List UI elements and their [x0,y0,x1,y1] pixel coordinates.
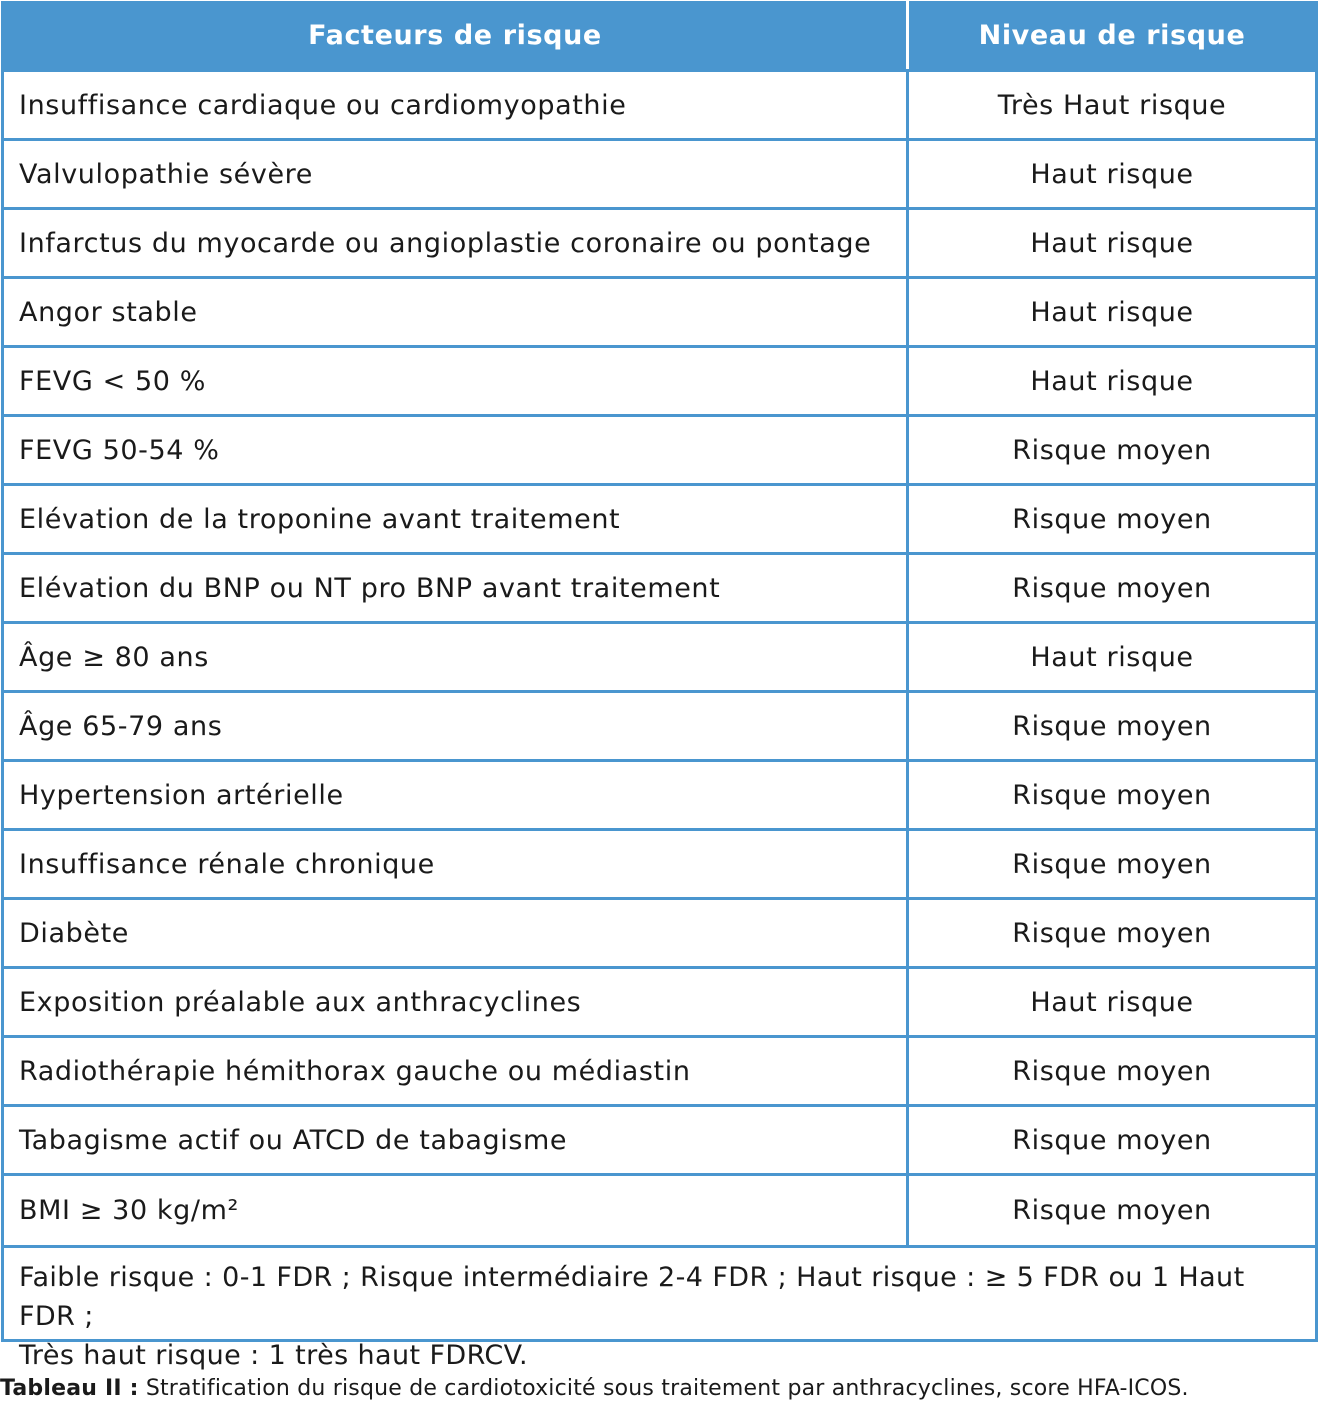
risk-factor-cell: Exposition préalable aux anthracyclines [4,969,909,1035]
table-row [4,831,1315,900]
table-row [4,624,1315,693]
header-risk-level: Niveau de risque [978,19,1246,51]
risk-level-cell: Risque moyen [1012,848,1212,880]
caption-text: Stratification du risque de cardiotoxicité sous traitement par anthracyclines, score HFA-ICOS. [138,1376,1189,1401]
risk-factor-cell: Âge ≥ 80 ans [4,624,909,690]
risk-level-cell: Risque moyen [1012,1195,1212,1226]
risk-level-cell: Haut risque [1030,365,1194,397]
risk-level-cell: Haut risque [1030,641,1194,673]
risk-level-cell: Risque moyen [1012,1124,1212,1156]
risk-level-cell: Risque moyen [1012,503,1212,535]
risk-factor-cell: Tabagisme actif ou ATCD de tabagisme [4,1107,909,1173]
table-row [4,1176,1315,1245]
table-row [4,417,1315,486]
risk-level-cell: Risque moyen [1012,917,1212,949]
table-row [4,555,1315,624]
table-row [4,1107,1315,1176]
risk-factor-cell: BMI ≥ 30 kg/m² [4,1176,909,1245]
risk-factor-cell: Âge 65-79 ans [4,693,909,759]
risk-factor-cell: Valvulopathie sévère [4,141,909,207]
risk-factor-cell: FEVG < 50 % [4,348,909,414]
risk-level-cell: Risque moyen [1012,434,1212,466]
risk-level-cell: Très Haut risque [997,89,1227,121]
risk-factor-cell: Infarctus du myocarde ou angioplastie coronaire ou pontage [4,210,909,276]
table-row [4,348,1315,417]
risk-level-cell: Risque moyen [1012,779,1212,811]
risk-level-cell: Risque moyen [1012,710,1212,742]
risk-level-cell: Haut risque [1030,296,1194,328]
table-row [4,279,1315,348]
footnote-line-2: Très haut risque : 1 très haut FDRCV. [19,1340,529,1371]
risk-factor-cell: Radiothérapie hémithorax gauche ou médiastin [4,1038,909,1104]
table-caption [0,1376,1189,1401]
risk-factor-cell: Angor stable [4,279,909,345]
table-row [4,969,1315,1038]
table-row [4,762,1315,831]
risk-level-cell: Haut risque [1030,986,1194,1018]
risk-level-cell: Risque moyen [1012,572,1212,604]
table-row [4,1038,1315,1107]
table-body [4,72,1315,1245]
risk-level-cell: Risque moyen [1012,1055,1212,1087]
table-row [4,210,1315,279]
table-row [4,72,1315,141]
table-row [4,693,1315,762]
caption-label: Tableau II : [0,1376,139,1401]
table-row [4,900,1315,969]
table-row [4,141,1315,210]
footnote-line-1: Faible risque : 0-1 FDR ; Risque intermédiaire 2-4 FDR ; Haut risque : ≥ 5 FDR ou 1 Haut FDR ; [19,1262,1245,1332]
risk-factor-cell: Hypertension artérielle [4,762,909,828]
header-factors: Facteurs de risque [4,1,909,69]
risk-factor-cell: FEVG 50-54 % [4,417,909,483]
table-header-row [4,1,1315,72]
risk-factor-cell: Insuffisance rénale chronique [4,831,909,897]
risk-factor-cell: Elévation du BNP ou NT pro BNP avant traitement [4,555,909,621]
risk-level-cell: Haut risque [1030,227,1194,259]
table-footnote [4,1245,1315,1371]
table-row [4,486,1315,555]
risk-level-cell: Haut risque [1030,158,1194,190]
risk-factor-cell: Insuffisance cardiaque ou cardiomyopathie [4,72,909,138]
risk-table [1,1,1318,1371]
risk-factor-cell: Diabète [4,900,909,966]
risk-factor-cell: Elévation de la troponine avant traitement [4,486,909,552]
